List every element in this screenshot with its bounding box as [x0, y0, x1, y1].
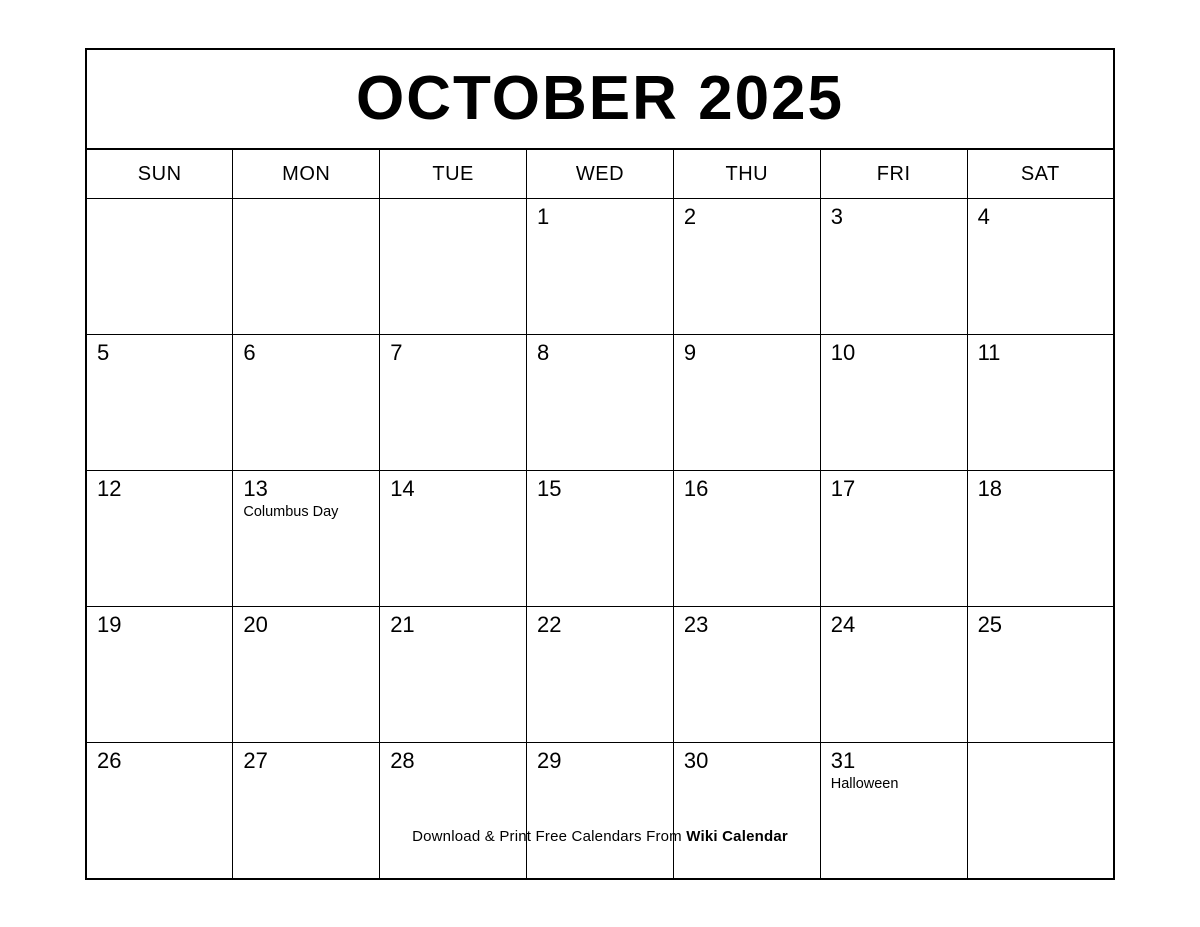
footer-text: Download & Print Free Calendars From: [412, 828, 687, 845]
day-number: 14: [390, 476, 415, 501]
day-number: 18: [977, 476, 1003, 501]
day-cell[interactable]: [673, 471, 820, 607]
calendar-week-row: [86, 743, 1114, 880]
footer-credit: [0, 828, 1200, 845]
day-number: 26: [97, 748, 122, 773]
day-number: 8: [537, 340, 550, 365]
calendar-container: [85, 48, 1115, 880]
day-cell[interactable]: [380, 607, 527, 743]
weekday-header-thu: THU: [673, 149, 820, 199]
day-cell[interactable]: [820, 607, 967, 743]
weekday-header-row: [86, 149, 1114, 199]
day-cell[interactable]: [527, 199, 674, 335]
day-cell[interactable]: [967, 199, 1114, 335]
day-event: Columbus Day: [243, 504, 339, 521]
day-number: 29: [537, 748, 562, 773]
day-cell[interactable]: [86, 743, 233, 880]
calendar-week-row: [86, 199, 1114, 335]
day-cell[interactable]: [380, 199, 527, 335]
calendar-week-row: [86, 607, 1114, 743]
day-number: 16: [683, 476, 709, 501]
day-number: 27: [243, 748, 268, 773]
calendar-week-row: [86, 335, 1114, 471]
day-number: 30: [683, 748, 709, 773]
day-number: 15: [537, 476, 562, 501]
day-number: 31: [830, 748, 856, 773]
day-cell[interactable]: [380, 335, 527, 471]
day-number: 10: [830, 340, 856, 365]
day-cell-halloween[interactable]: [820, 743, 967, 880]
day-cell[interactable]: [967, 607, 1114, 743]
day-number: 17: [830, 476, 856, 501]
day-cell[interactable]: [820, 335, 967, 471]
day-number: 24: [830, 612, 856, 637]
day-cell[interactable]: [233, 199, 380, 335]
day-cell[interactable]: [233, 607, 380, 743]
calendar-title-cell: [86, 49, 1114, 149]
calendar-week-row: [86, 471, 1114, 607]
footer-brand: Wiki Calendar: [686, 828, 788, 845]
page-title: OCTOBER 2025: [355, 64, 845, 133]
day-cell[interactable]: [673, 199, 820, 335]
day-cell[interactable]: [673, 607, 820, 743]
day-number: 25: [977, 612, 1003, 637]
day-number: 1: [537, 204, 550, 229]
day-number: 2: [683, 204, 697, 229]
day-number: 9: [683, 340, 697, 365]
calendar-title-row: [86, 49, 1114, 149]
day-cell[interactable]: [527, 743, 674, 880]
day-cell[interactable]: [380, 471, 527, 607]
day-cell[interactable]: [673, 743, 820, 880]
day-cell[interactable]: [820, 199, 967, 335]
weekday-header-wed: WED: [527, 149, 674, 199]
day-number: 23: [683, 612, 709, 637]
day-cell[interactable]: [233, 335, 380, 471]
day-number: 22: [537, 612, 562, 637]
day-number: 20: [243, 612, 268, 637]
day-number: 6: [243, 340, 256, 365]
day-number: 21: [390, 612, 415, 637]
calendar-table: [85, 48, 1115, 880]
day-cell[interactable]: [527, 335, 674, 471]
day-cell[interactable]: [380, 743, 527, 880]
day-cell[interactable]: [86, 471, 233, 607]
day-cell[interactable]: [527, 607, 674, 743]
day-number: 11: [977, 340, 1001, 365]
day-cell[interactable]: [673, 335, 820, 471]
day-cell[interactable]: [86, 607, 233, 743]
weekday-header-mon: MON: [233, 149, 380, 199]
day-cell[interactable]: [967, 335, 1114, 471]
day-number: 28: [390, 748, 415, 773]
weekday-header-tue: TUE: [380, 149, 527, 199]
day-number: 12: [97, 476, 122, 501]
day-number: 7: [390, 340, 403, 365]
day-number: 4: [977, 204, 990, 229]
weekday-header-fri: FRI: [820, 149, 967, 199]
day-number: 13: [243, 476, 268, 501]
day-cell[interactable]: [527, 471, 674, 607]
day-number: 19: [97, 612, 122, 637]
day-event: Halloween: [830, 776, 899, 793]
day-cell[interactable]: [233, 743, 380, 880]
day-cell[interactable]: [820, 471, 967, 607]
day-number: 5: [97, 340, 110, 365]
weekday-header-sun: SUN: [86, 149, 233, 199]
day-cell[interactable]: [967, 743, 1114, 880]
day-number: 3: [830, 204, 843, 229]
day-cell[interactable]: [86, 335, 233, 471]
day-cell[interactable]: [967, 471, 1114, 607]
weekday-header-sat: SAT: [967, 149, 1114, 199]
day-cell[interactable]: [86, 199, 233, 335]
day-cell-columbus-day[interactable]: [233, 471, 380, 607]
